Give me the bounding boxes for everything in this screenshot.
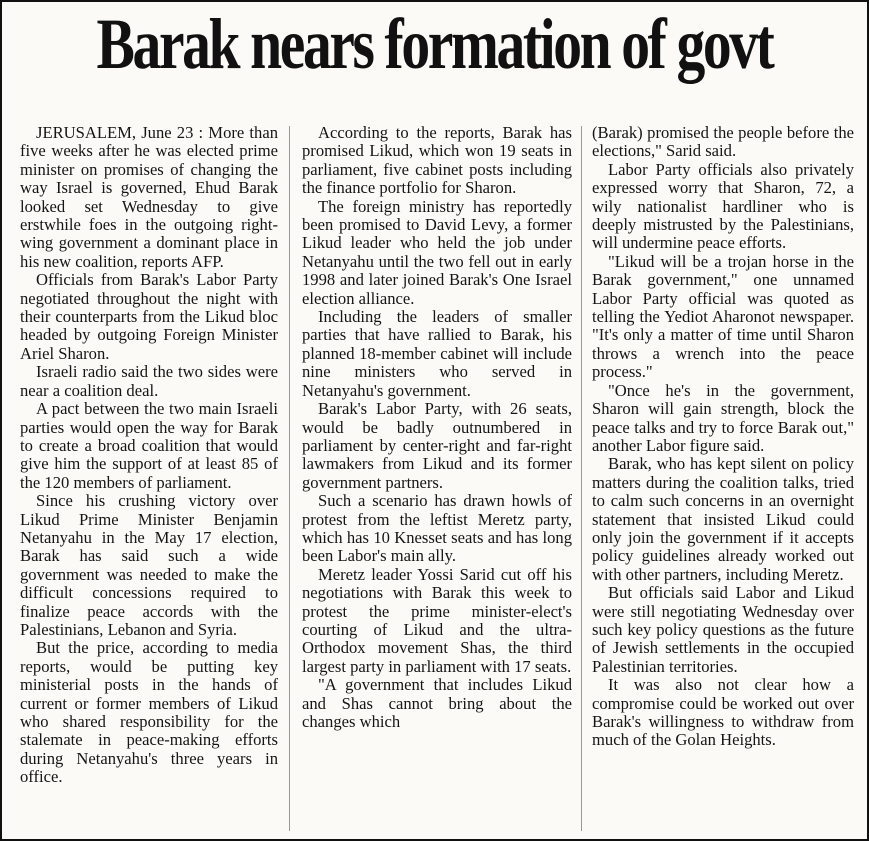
column-divider — [581, 126, 582, 831]
paragraph: Labor Party officials also privately expressed worry that Sharon, 72, a wily nationalist hardliner who is deeply mistrusted by the Palestinians, will undermine peace efforts. — [592, 159, 854, 253]
column-3 — [592, 124, 854, 836]
paragraph: According to the reports, Barak has promised Likud, which won 19 seats in parliament, five cabinet posts including the finance portfolio for Sharon. — [302, 124, 572, 198]
paragraph: A pact between the two main Israeli parties would open the way for Barak to create a broad coalition that would give him the support of at least 85 of the 120 members of parliament. — [20, 399, 278, 492]
paragraph: Barak's Labor Party, with 26 seats, would be badly outnumbered in parliament by center-right and far-right lawmakers from Likud and its former government partners. — [302, 399, 572, 492]
column-1 — [20, 124, 278, 836]
paragraph: Including the leaders of smaller parties that have rallied to Barak, his planned 18-member cabinet will include nine ministers who served in Netanyahu's government. — [302, 307, 572, 400]
column-divider — [289, 126, 290, 831]
paragraph: Officials from Barak's Labor Party negotiated throughout the night with their counterparts from the Likud bloc headed by outgoing Foreign Minister Ariel Sharon. — [20, 270, 278, 363]
paragraph: It was also not clear how a compromise could be worked out over Barak's willingness to withdraw from much of the Golan Heights. — [592, 675, 854, 750]
paragraph: But the price, according to media reports, would be putting key ministerial posts in the hands of current or former members of Likud who shared responsibility for the stalemate in peace-making efforts during Netanyahu's three years in office. — [20, 638, 278, 787]
paragraph: (Barak) promised the people before the elections," Sarid said. — [592, 124, 854, 161]
paragraph: "A government that includes Likud and Shas cannot bring about the changes which — [302, 675, 572, 731]
paragraph: Israeli radio said the two sides were near a coalition deal. — [20, 362, 278, 400]
paragraph: "Once he's in the government, Sharon will gain strength, block the peace talks and try to force Barak out," another Labor figure said. — [592, 380, 854, 455]
headline: Barak nears formation of govt — [96, 4, 773, 84]
paragraph: JERUSALEM, June 23 : More than five weeks after he was elected prime minister on promises of changing the way Israel is governed, Ehud Barak looked set Wednesday to give erstwhile foes in the outgoing right-wing government a dominant place in his new coalition, reports AFP. — [20, 124, 278, 271]
paragraph: "Likud will be a trojan horse in the Barak government," one unnamed Labor Party official was quoted as telling the Yediot Aharonot newspaper. "It's only a matter of time until Sharon throws a wrench into the peace process." — [592, 251, 854, 382]
paragraph: Barak, who has kept silent on policy matters during the coalition talks, tried to calm such concerns in an overnight statement that insisted Likud could only join the government if it accepts policy guidelines already worked out with other partners, including Meretz. — [592, 454, 854, 584]
column-2 — [302, 124, 572, 836]
paragraph: Such a scenario has drawn howls of protest from the leftist Meretz party, which has 10 Knesset seats and has long been Labor's main ally. — [302, 491, 572, 566]
paragraph: But officials said Labor and Likud were still negotiating Wednesday over such key policy questions as the future of Jewish settlements in the occupied Palestinian territories. — [592, 583, 854, 676]
paragraph: Meretz leader Yossi Sarid cut off his negotiations with Barak this week to protest the prime minister-elect's courting of Likud and the ultra-Orthodox movement Shas, the third largest party in parliament with 17 seats. — [302, 564, 572, 676]
paragraph: The foreign ministry has reportedly been promised to David Levy, a former Likud leader who held the job under Netanyahu until the two fell out in early 1998 and later joined Barak's One Israel election alliance. — [302, 196, 572, 308]
paragraph: Since his crushing victory over Likud Prime Minister Benjamin Netanyahu in the May 17 election, Barak has said such a wide government was needed to make the difficult concessions required to finalize peace accords with the Palestinians, Lebanon and Syria. — [20, 491, 278, 639]
